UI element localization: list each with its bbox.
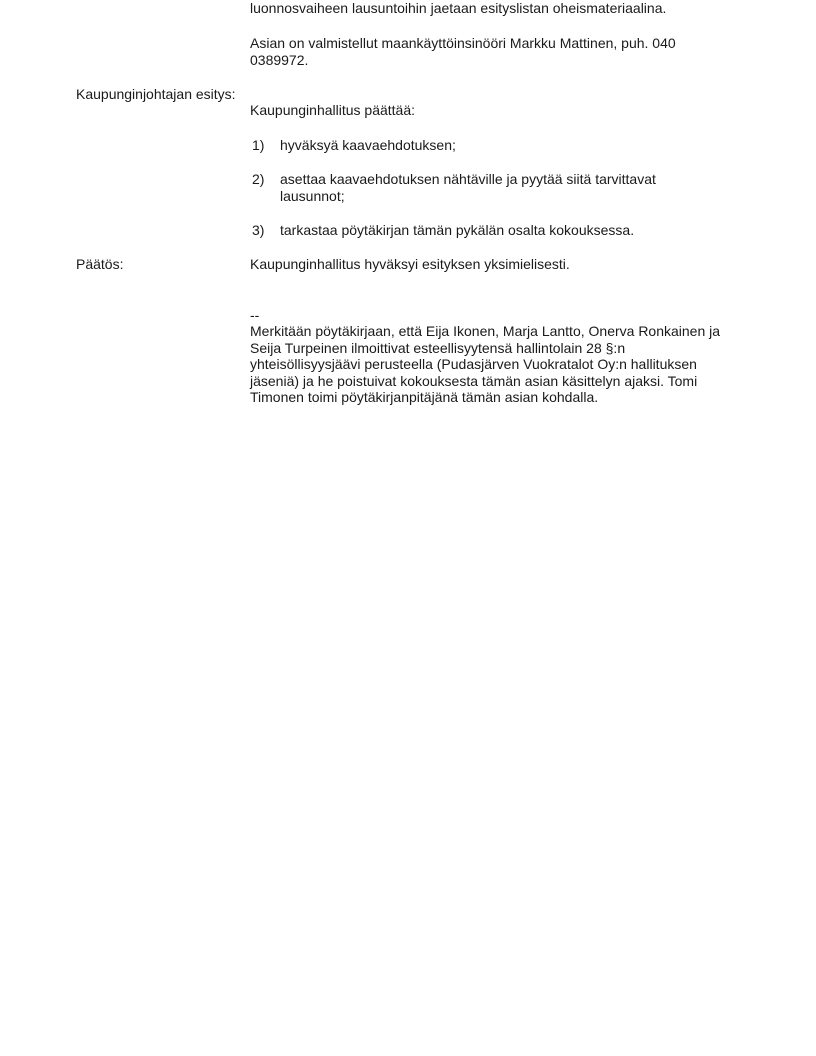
proposal-item-number: 2)	[252, 171, 265, 187]
proposal-label: Kaupunginjohtajan esitys:	[76, 86, 236, 102]
proposal-item-number: 1)	[252, 137, 265, 153]
proposal-lead: Kaupunginhallitus päättää:	[250, 102, 416, 118]
proposal-item-number: 3)	[252, 222, 265, 238]
note-separator: --	[250, 307, 260, 323]
proposal-item-text: hyväksyä kaavaehdotuksen;	[280, 137, 456, 153]
intro-continuation: luonnosvaiheen lausuntoihin jaetaan esityslistan oheismateriaalina.	[250, 0, 667, 16]
decision-text: Kaupunginhallitus hyväksyi esityksen yksimielisesti.	[250, 256, 570, 272]
proposal-item-text: asettaa kaavaehdotuksen nähtäville ja pyytää siitä tarvittavat lausunnot;	[280, 171, 656, 204]
decision-label: Päätös:	[76, 256, 124, 272]
note-paragraph: Merkitään pöytäkirjaan, että Eija Ikonen, Marja Lantto, Onerva Ronkainen ja Seija Turpeinen ilmoittivat esteellisyytensä hallintolain 28 §:n yhteisöllisyysjäävi perusteella (Pudasjärven Vuokratalot Oy:n hallituksen jäseniä) ja he poistuivat kokouksesta tämän asian käsittelyn ajaksi. Tomi Timonen toimi pöytäkirjanpitäjänä tämän asian kohdalla.	[250, 323, 721, 405]
preparer-paragraph: Asian on valmistellut maankäyttöinsinööri Markku Mattinen, puh. 040 0389972.	[250, 35, 676, 68]
proposal-item-text: tarkastaa pöytäkirjan tämän pykälän osalta kokouksessa.	[280, 222, 635, 238]
